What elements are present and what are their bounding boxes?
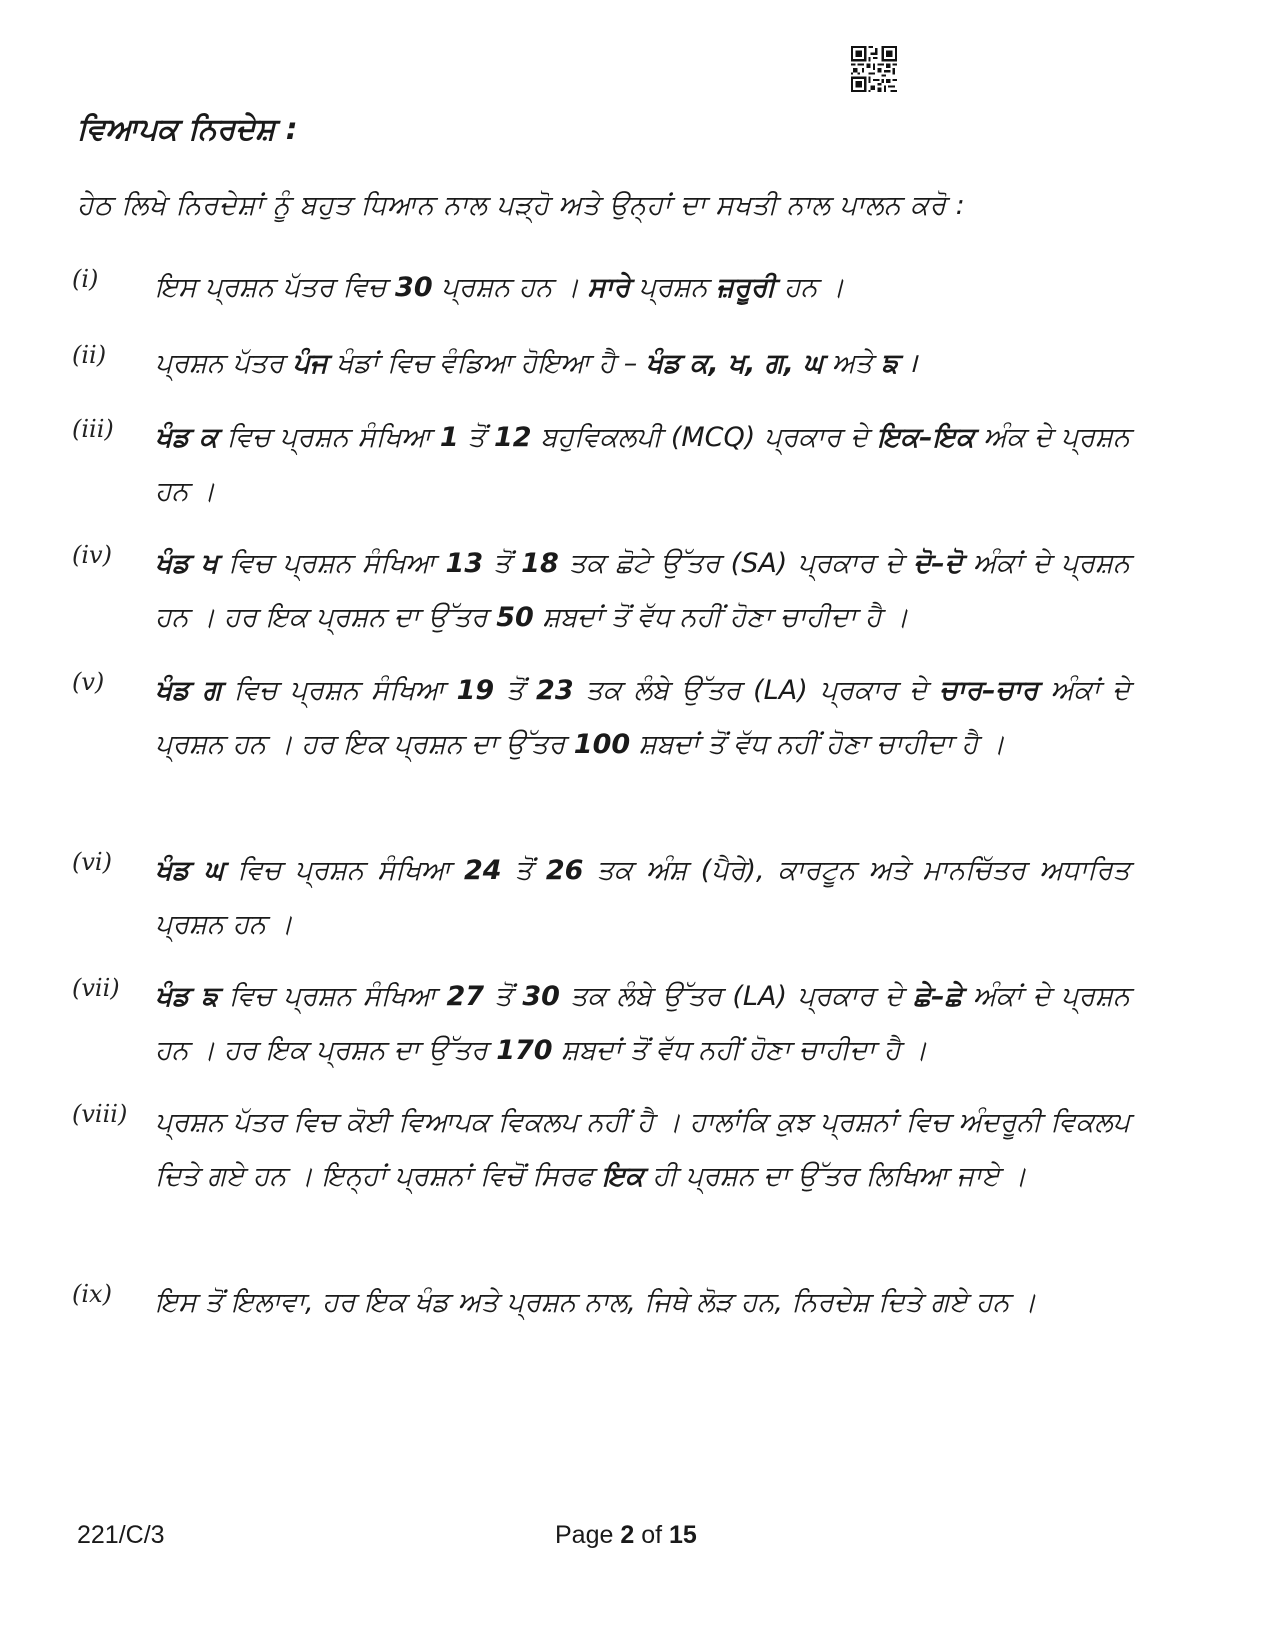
item-text: ਪ੍ਰਸ਼ਨ ਪੱਤਰ ਪੰਜ ਖੰਡਾਂ ਵਿਚ ਵੰਡਿਆ ਹੋਇਆ ਹੈ – ਖੰਡ ਕ, ਖ, ਗ, ਘ ਅਤੇ ਙ । xyxy=(155,348,918,379)
item-text: ਖੰਡ ਖ ਵਿਚ ਪ੍ਰਸ਼ਨ ਸੰਖਿਆ 13 ਤੋਂ 18 ਤਕ ਛੋਟੇ ਉੱਤਰ (SA) ਪ੍ਰਕਾਰ ਦੇ ਦੋ–ਦੋ ਅੰਕਾਂ ਦੇ ਪ੍ਰਸ਼ਨ ਹਨ । ਹਰ ਇਕ ਪ੍ਰਸ਼ਨ ਦਾ ਉੱਤਰ 50 ਸ਼ਬਦਾਂ ਤੋਂ ਵੱਧ ਨਹੀਂ ਹੋਣਾ ਚਾਹੀਦਾ ਹੈ । xyxy=(155,548,1130,633)
item-text: ਖੰਡ ਕ ਵਿਚ ਪ੍ਰਸ਼ਨ ਸੰਖਿਆ 1 ਤੋਂ 12 ਬਹੁਵਿਕਲਪੀ (MCQ) ਪ੍ਰਕਾਰ ਦੇ ਇਕ–ਇਕ ਅੰਕ ਦੇ ਪ੍ਰਸ਼ਨ ਹਨ । xyxy=(155,422,1130,507)
item-text: ਖੰਡ ਗ ਵਿਚ ਪ੍ਰਸ਼ਨ ਸੰਖਿਆ 19 ਤੋਂ 23 ਤਕ ਲੰਬੇ ਉੱਤਰ (LA) ਪ੍ਰਕਾਰ ਦੇ ਚਾਰ–ਚਾਰ ਅੰਕਾਂ ਦੇ ਪ੍ਰਸ਼ਨ ਹਨ । ਹਰ ਇਕ ਪ੍ਰਸ਼ਨ ਦਾ ਉੱਤਰ 100 ਸ਼ਬਦਾਂ ਤੋਂ ਵੱਧ ਨਹੀਂ ਹੋਣਾ ਚਾਹੀਦਾ ਹੈ । xyxy=(155,675,1130,760)
page-number: Page 2 of 15 xyxy=(555,1521,697,1549)
item-number: (viii) xyxy=(72,1100,128,1128)
item-number: (v) xyxy=(72,668,105,696)
item-number: (vii) xyxy=(72,974,120,1002)
item-text: ਇਸ ਪ੍ਰਸ਼ਨ ਪੱਤਰ ਵਿਚ 30 ਪ੍ਰਸ਼ਨ ਹਨ । ਸਾਰੇ ਪ੍ਰਸ਼ਨ ਜ਼ਰੂਰੀ ਹਨ । xyxy=(155,272,845,303)
item-number: (iii) xyxy=(72,415,114,443)
qr-code xyxy=(851,46,897,92)
paper-code: 221/C/3 xyxy=(77,1521,165,1549)
item-number: (vi) xyxy=(72,848,112,876)
item-text: ਪ੍ਰਸ਼ਨ ਪੱਤਰ ਵਿਚ ਕੋਈ ਵਿਆਪਕ ਵਿਕਲਪ ਨਹੀਂ ਹੈ । ਹਾਲਾਂਕਿ ਕੁਝ ਪ੍ਰਸ਼ਨਾਂ ਵਿਚ ਅੰਦਰੂਨੀ ਵਿਕਲਪ ਦਿਤੇ ਗਏ ਹਨ । ਇਨ੍ਹਾਂ ਪ੍ਰਸ਼ਨਾਂ ਵਿਚੋਂ ਸਿਰਫ ਇਕ ਹੀ ਪ੍ਰਸ਼ਨ ਦਾ ਉੱਤਰ ਲਿਖਿਆ ਜਾਏ । xyxy=(155,1107,1130,1192)
item-number: (ix) xyxy=(72,1280,112,1308)
instructions-heading: ਵਿਆਪਕ ਨਿਰਦੇਸ਼ : xyxy=(77,112,298,147)
item-text: ਖੰਡ ਙ ਵਿਚ ਪ੍ਰਸ਼ਨ ਸੰਖਿਆ 27 ਤੋਂ 30 ਤਕ ਲੰਬੇ ਉੱਤਰ (LA) ਪ੍ਰਕਾਰ ਦੇ ਛੇ–ਛੇ ਅੰਕਾਂ ਦੇ ਪ੍ਰਸ਼ਨ ਹਨ । ਹਰ ਇਕ ਪ੍ਰਸ਼ਨ ਦਾ ਉੱਤਰ 170 ਸ਼ਬਦਾਂ ਤੋਂ ਵੱਧ ਨਹੀਂ ਹੋਣਾ ਚਾਹੀਦਾ ਹੈ । xyxy=(155,981,1130,1066)
item-text: ਖੰਡ ਘ ਵਿਚ ਪ੍ਰਸ਼ਨ ਸੰਖਿਆ 24 ਤੋਂ 26 ਤਕ ਅੰਸ਼ (ਪੈਰੇ), ਕਾਰਟੂਨ ਅਤੇ ਮਾਨਚਿੱਤਰ ਅਧਾਰਿਤ ਪ੍ਰਸ਼ਨ ਹਨ । xyxy=(155,855,1131,940)
item-text: ਇਸ ਤੋਂ ਇਲਾਵਾ, ਹਰ ਇਕ ਖੰਡ ਅਤੇ ਪ੍ਰਸ਼ਨ ਨਾਲ, ਜਿਥੇ ਲੋੜ ਹਨ, ਨਿਰਦੇਸ਼ ਦਿਤੇ ਗਏ ਹਨ । xyxy=(155,1287,1037,1318)
item-number: (iv) xyxy=(72,541,112,569)
item-number: (i) xyxy=(72,265,99,293)
instructions-intro: ਹੇਠ ਲਿਖੇ ਨਿਰਦੇਸ਼ਾਂ ਨੂੰ ਬਹੁਤ ਧਿਆਨ ਨਾਲ ਪੜ੍ਹੋ ਅਤੇ ਉਨ੍ਹਾਂ ਦਾ ਸਖਤੀ ਨਾਲ ਪਾਲਨ ਕਰੋ : xyxy=(77,190,966,221)
item-number: (ii) xyxy=(72,341,107,369)
